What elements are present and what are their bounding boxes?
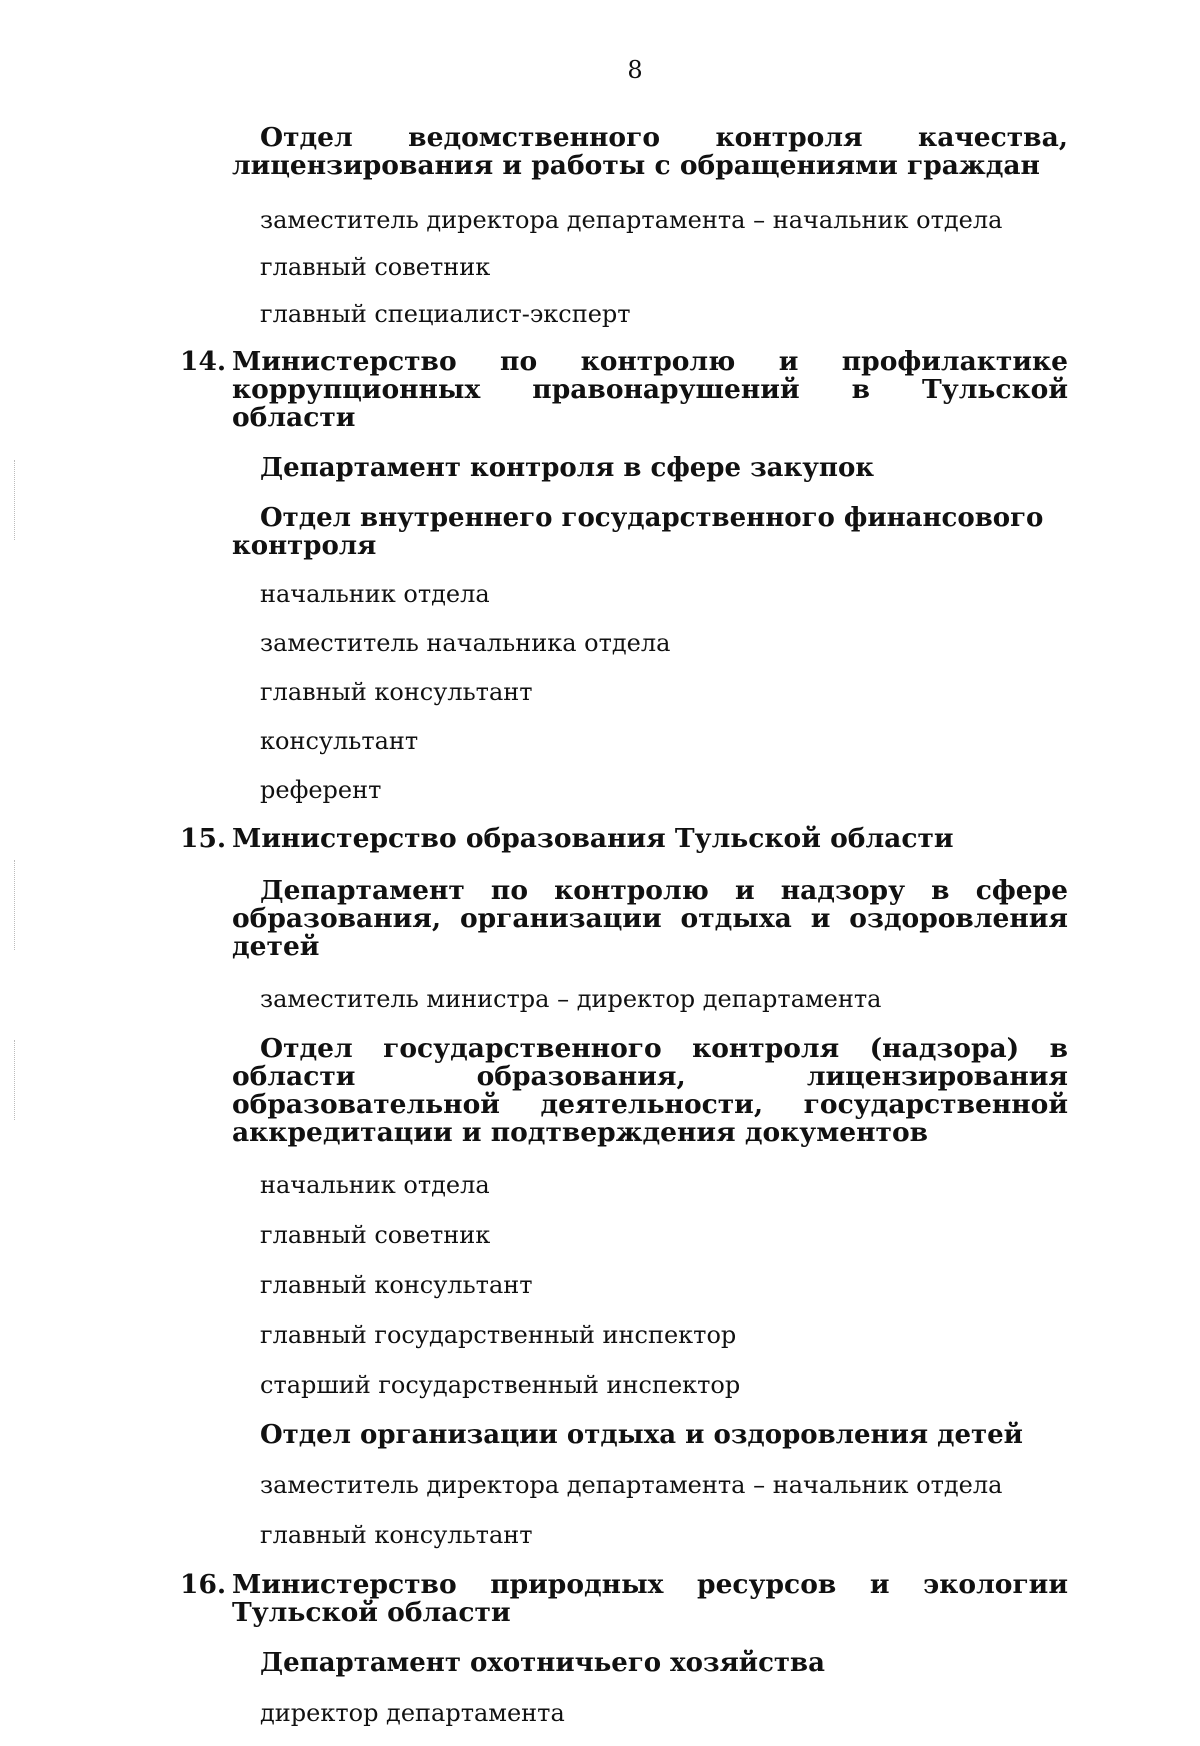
position-item: главный советник: [260, 1221, 491, 1249]
position-item: заместитель начальника отдела: [260, 629, 671, 657]
position-item: заместитель директора департамента – начальник отдела: [260, 206, 1003, 234]
ministry-number: 15.: [180, 823, 227, 854]
ministry-number: 14.: [180, 346, 227, 377]
margin-scan-marks: [14, 1040, 17, 1120]
department-heading: Отдел государственного контроля (надзора) в области образования, лицензирования образовательной деятельности, государственной аккредитации и подтверждения документов: [232, 1033, 1068, 1148]
position-item: главный консультант: [260, 1271, 533, 1299]
department-heading: Отдел организации отдыха и оздоровления детей: [260, 1420, 1023, 1450]
department-heading: Отдел ведомственного контроля качества, лицензирования и работы с обращениями граждан: [232, 122, 1068, 181]
position-item: главный государственный инспектор: [260, 1321, 737, 1349]
position-item: главный консультант: [260, 678, 533, 706]
position-item: заместитель директора департамента – начальник отдела: [260, 1471, 1003, 1499]
position-item: главный специалист-эксперт: [260, 300, 631, 328]
position-item: главный консультант: [260, 1521, 533, 1549]
margin-scan-marks: [14, 460, 17, 540]
position-item: референт: [260, 776, 382, 804]
department-heading: Отдел внутреннего государственного финансового контроля: [232, 503, 1044, 561]
department-heading: Департамент охотничьего хозяйства: [260, 1648, 825, 1678]
ministry-title: Министерство по контролю и профилактике коррупционных правонарушений в Тульской области: [232, 346, 1068, 433]
position-item: заместитель министра – директор департамента: [260, 985, 882, 1013]
department-heading: Департамент по контролю и надзору в сфере образования, организации отдыха и оздоровления детей: [232, 875, 1068, 962]
ministry-title: Министерство природных ресурсов и экологии Тульской области: [232, 1569, 1068, 1628]
position-item: начальник отдела: [260, 580, 490, 608]
ministry-heading: [180, 823, 1068, 854]
position-item: старший государственный инспектор: [260, 1371, 741, 1399]
margin-scan-marks: [14, 860, 17, 950]
ministry-number: 16.: [180, 1569, 227, 1600]
ministry-heading: [180, 346, 1068, 433]
position-item: начальник отдела: [260, 1171, 490, 1199]
document-body: [180, 122, 1068, 1746]
page-number: 8: [627, 56, 643, 84]
ministry-title: Министерство образования Тульской области: [232, 823, 954, 854]
position-item: директор департамента: [260, 1699, 565, 1727]
department-heading: Департамент контроля в сфере закупок: [260, 453, 875, 483]
position-item: главный советник: [260, 253, 491, 281]
position-item: консультант: [260, 727, 419, 755]
ministry-heading: [180, 1569, 1068, 1628]
